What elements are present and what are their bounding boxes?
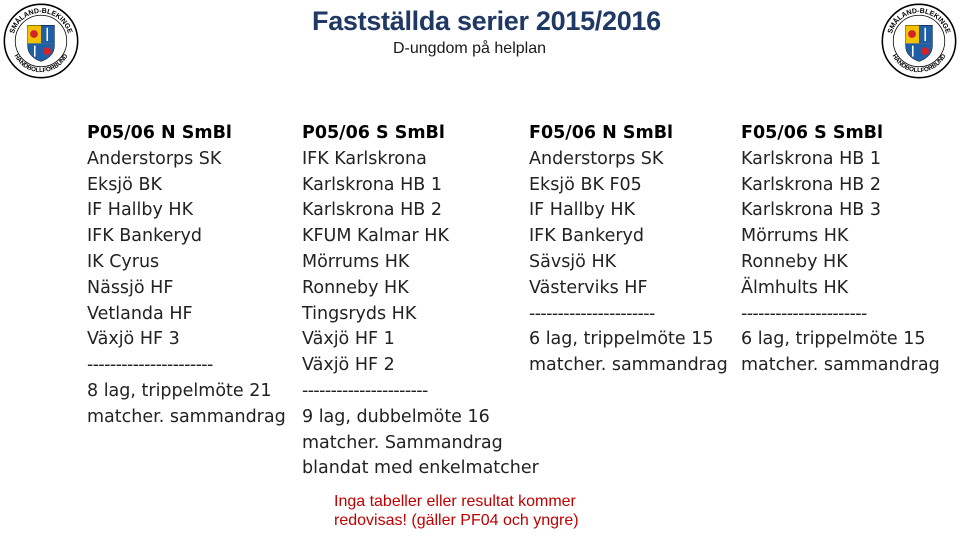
series-note: 6 lag, trippelmöte 15 <box>741 329 926 350</box>
series-note: matcher. sammandrag <box>741 355 940 376</box>
team-item: Mörrums HK <box>741 226 849 247</box>
team-item: KFUM Kalmar HK <box>302 226 449 247</box>
team-item: Växjö HF 1 <box>302 329 395 350</box>
team-item: Mörrums HK <box>302 251 410 272</box>
team-item: Växjö HF 3 <box>87 329 180 350</box>
series-heading: F05/06 S SmBl <box>741 123 884 143</box>
team-item: Anderstorps SK <box>87 148 222 169</box>
separator-line: ---------------------- <box>87 355 213 376</box>
team-item: Sävsjö HK <box>529 251 617 272</box>
separator-line: ---------------------- <box>302 380 428 401</box>
series-heading: P05/06 S SmBl <box>302 123 445 143</box>
team-item: Karlskrona HB 2 <box>741 174 881 195</box>
page-title: Fastställda serier 2015/2016 <box>312 6 661 36</box>
team-item: Västerviks HF <box>529 277 648 298</box>
team-item: Eksjö BK <box>87 174 162 195</box>
team-item: IK Cyrus <box>87 251 160 272</box>
series-note: 6 lag, trippelmöte 15 <box>529 329 714 350</box>
team-item: Vetlanda HF <box>87 303 193 324</box>
team-item: Eksjö BK F05 <box>529 174 642 195</box>
team-item: Karlskrona HB 1 <box>741 148 881 169</box>
svg-text:SMÅLAND-BLEKINGE: SMÅLAND-BLEKINGE <box>9 7 73 35</box>
team-item: IFK Bankeryd <box>529 226 645 247</box>
team-item: Ronneby HK <box>302 277 409 298</box>
federation-logo-right <box>880 2 958 80</box>
team-item: IFK Bankeryd <box>87 226 203 247</box>
team-item: Älmhults HK <box>741 277 849 298</box>
team-item: IFK Karlskrona <box>302 148 427 169</box>
team-item: Nässjö HF <box>87 277 174 298</box>
team-item: Karlskrona HB 2 <box>302 200 442 221</box>
series-note: matcher. sammandrag <box>529 355 728 376</box>
svg-text:SMÅLAND-BLEKINGE: SMÅLAND-BLEKINGE <box>887 7 951 35</box>
team-item: Karlskrona HB 1 <box>302 174 442 195</box>
page-subtitle: D-ungdom på helplan <box>393 40 546 57</box>
footnote <box>334 492 579 530</box>
series-note: 9 lag, dubbelmöte 16 <box>302 406 490 427</box>
team-item: IF Hallby HK <box>87 200 194 221</box>
series-note: blandat med enkelmatcher <box>302 458 539 479</box>
svg-text:HANDBOLLFÖRBUND: HANDBOLLFÖRBUND <box>12 52 70 75</box>
team-item: Karlskrona HB 3 <box>741 200 881 221</box>
separator-line: ---------------------- <box>741 303 867 324</box>
series-note: matcher. Sammandrag <box>302 432 503 453</box>
series-column-p0506-n <box>87 121 286 431</box>
series-column-p0506-s <box>302 121 539 482</box>
team-item: Växjö HF 2 <box>302 355 395 376</box>
team-item: IF Hallby HK <box>529 200 636 221</box>
team-item: Tingsryds HK <box>302 303 417 324</box>
footnote-line: redovisas! (gäller PF04 och yngre) <box>334 512 579 529</box>
series-heading: P05/06 N SmBl <box>87 123 232 143</box>
federation-logo-left <box>2 2 80 80</box>
team-item: Anderstorps SK <box>529 148 664 169</box>
series-heading: F05/06 N SmBl <box>529 123 674 143</box>
series-column-f0506-n <box>529 121 728 379</box>
svg-text:HANDBOLLFÖRBUND: HANDBOLLFÖRBUND <box>890 52 948 75</box>
series-note: matcher. sammandrag <box>87 406 286 427</box>
separator-line: ---------------------- <box>529 303 655 324</box>
team-item: Ronneby HK <box>741 251 848 272</box>
series-column-f0506-s <box>741 121 940 379</box>
series-note: 8 lag, trippelmöte 21 <box>87 380 272 401</box>
footnote-line: Inga tabeller eller resultat kommer <box>334 493 576 510</box>
